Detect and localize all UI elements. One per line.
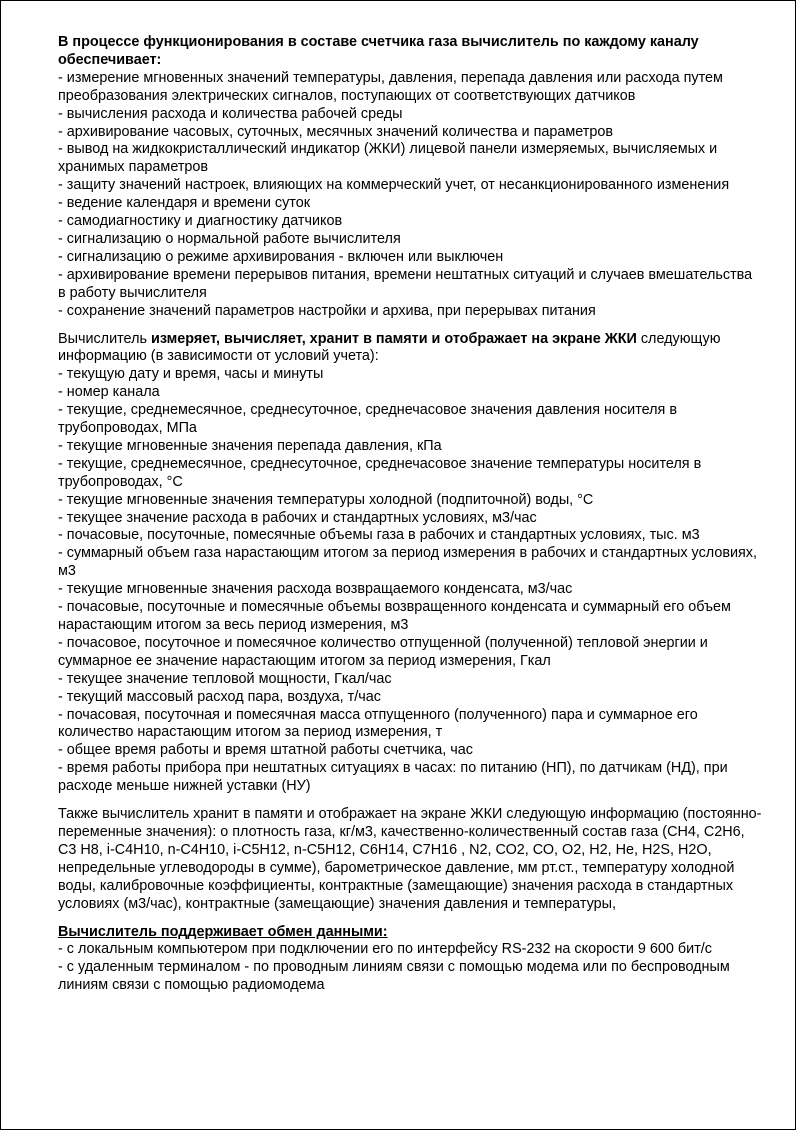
list-item: - вывод на жидкокристаллический индикатор (ЖКИ) лицевой панели измеряемых, вычисляемых и хранимых параметров — [58, 141, 718, 176]
list-item: - ведение календаря и времени суток — [58, 195, 311, 212]
list-item: - самодиагностику и диагностику датчиков — [58, 213, 343, 230]
section-functions — [58, 34, 763, 321]
list-item: - вычисления расхода и количества рабочей среды — [58, 105, 403, 122]
intro-suffix: следующую информацию (в зависимости от условий учета): — [58, 330, 721, 365]
intro-bold: измеряет, вычисляет, хранит в памяти и отображает на экране ЖКИ — [150, 330, 637, 347]
list-item: - номер канала — [58, 384, 160, 401]
list-item: - архивирование времени перерывов питания, времени нештатных ситуаций и случаев вмешательства в работу вычислителя — [58, 266, 753, 301]
list-item: - текущую дату и время, часы и минуты — [58, 366, 324, 383]
document-body — [58, 34, 763, 1005]
list-item: - почасовые, посуточные и помесячные объемы возвращенного конденсата и суммарный его объем нарастающим итогом за весь период измерения, м3 — [58, 599, 731, 633]
list-item: - архивирование часовых, суточных, месячных значений количества и параметров — [58, 123, 614, 140]
list-item: - текущие мгновенные значения перепада давления, кПа — [58, 437, 442, 454]
list-item: - общее время работы и время штатной работы счетчика, час — [58, 742, 473, 759]
list-item: - почасовая, посуточная и помесячная масса отпущенного (полученного) пара и суммарное его количество нарастающим итогом за период измерения, т — [58, 706, 698, 741]
list-item: - текущее значение тепловой мощности, Гкал/час — [58, 670, 392, 687]
list-item: - защиту значений настроек, влияющих на коммерческий учет, от несанкционированного изменения — [58, 177, 730, 194]
list-item: - с удаленным терминалом - по проводным линиям связи с помощью модема или по беспроводным линиям связи с помощью радиомодема — [58, 959, 730, 994]
list-item: - текущие, среднемесячное, среднесуточное, среднечасовое значение температуры носителя в трубопроводах, °С — [58, 455, 702, 490]
section-data-exchange — [58, 924, 763, 996]
section-stored-text: Также вычислитель хранит в памяти и отображает на экране ЖКИ следующую информацию (постоянно-переменные значения): о плотность газа, кг/м3, качественно-количественный состав газа (СН4, С2Н6, С3 Н8, i-С4Н10, n-С4Н10, i-С5Н12, n-С5Н12, С6Н14, С7Н16 , N2, СО2, СО, О2, Н2, Не, Н2S, Н2О, непредельные углеводороды в сумме), барометрическое давление, мм рт.ст., температуру холодной воды, калибровочные коэффициенты, контрактные (замещающие) значения расхода в стандартных условиях (м3/час), контрактные (замещающие) значения давления и температуры, — [58, 806, 762, 912]
section-stored-info — [58, 806, 763, 913]
section-data-exchange-title: Вычислитель поддерживает обмен данными: — [58, 923, 388, 940]
section-measured-info — [58, 331, 763, 797]
list-item: - сигнализацию о режиме архивирования - включен или выключен — [58, 248, 504, 265]
list-item: - текущее значение расхода в рабочих и стандартных условиях, м3/час — [58, 509, 537, 526]
list-item: - сохранение значений параметров настройки и архива, при перерывах питания — [58, 302, 596, 319]
list-item: - сигнализацию о нормальной работе вычислителя — [58, 230, 401, 247]
list-item: - суммарный объем газа нарастающим итогом за период измерения в рабочих и стандартных условиях, м3 — [58, 545, 757, 580]
list-item: - почасовое, посуточное и помесячное количество отпущенной (полученной) тепловой энергии и суммарное ее значение нарастающим итогом за период измерения, Гкал — [58, 634, 708, 669]
list-item: - текущие, среднемесячное, среднесуточное, среднечасовое значения давления носителя в трубопроводах, МПа — [58, 402, 677, 437]
list-item: - время работы прибора при нештатных ситуациях в часах: по питанию (НП), по датчикам (НД), при расходе меньше нижней уставки (НУ) — [58, 760, 728, 795]
list-item: - текущие мгновенные значения температуры холодной (подпиточной) воды, °С — [58, 491, 594, 508]
section-functions-title: В процессе функционирования в составе счетчика газа вычислитель по каждому каналу обеспечивает: — [58, 34, 699, 68]
list-item: - с локальным компьютером при подключении его по интерфейсу RS-232 на скорости 9 600 бит/с — [58, 941, 712, 958]
list-item: - измерение мгновенных значений температуры, давления, перепада давления или расхода путем преобразования электрических сигналов, поступающих от соответствующих датчиков — [58, 69, 723, 104]
list-item: - текущие мгновенные значения расхода возвращаемого конденсата, м3/час — [58, 581, 573, 598]
list-item: - почасовые, посуточные, помесячные объемы газа в рабочих и стандартных условиях, тыс. м3 — [58, 527, 700, 544]
list-item: - текущий массовый расход пара, воздуха, т/час — [58, 688, 381, 705]
intro-prefix: Вычислитель — [58, 330, 151, 347]
section-measured-intro — [58, 331, 763, 367]
